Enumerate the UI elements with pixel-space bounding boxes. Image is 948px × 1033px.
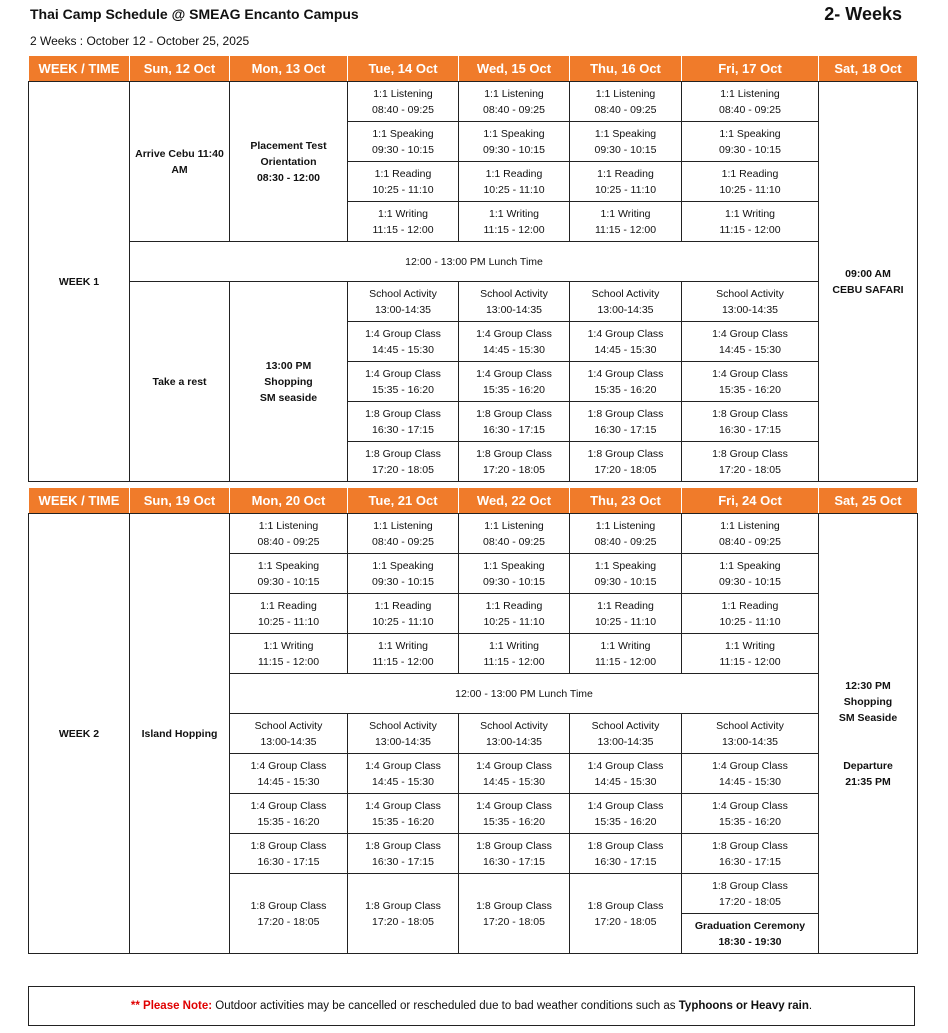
class-cell	[570, 754, 682, 794]
sat-event: 12:30 PM Shopping SM Seaside Departure 21:35 PM	[819, 514, 918, 954]
class-cell	[570, 122, 682, 162]
table-row	[29, 514, 918, 554]
class-cell	[459, 362, 570, 402]
day-header: Sun, 12 Oct	[130, 56, 230, 82]
lunch-cell: 12:00 - 13:00 PM Lunch Time	[130, 242, 819, 282]
mon-afternoon-event: 13:00 PM Shopping SM seaside	[230, 282, 348, 482]
class-name: 1:4 Group Class	[712, 367, 788, 380]
class-cell	[459, 874, 570, 954]
class-cell	[230, 874, 348, 954]
class-name: School Activity	[480, 719, 548, 732]
class-name: 1:1 Reading	[721, 599, 779, 612]
class-time: 10:25 - 11:10	[372, 615, 434, 628]
class-cell	[230, 714, 348, 754]
class-cell	[570, 402, 682, 442]
class-time: 08:40 - 09:25	[257, 535, 320, 548]
class-time: 13:00-14:35	[597, 735, 654, 748]
class-time: 11:15 - 12:00	[372, 223, 434, 236]
class-time: 10:25 - 11:10	[594, 183, 657, 196]
class-name: 1:1 Listening	[373, 87, 433, 100]
class-time: 15:35 - 16:20	[483, 383, 545, 396]
week-label: WEEK 2	[29, 514, 130, 954]
class-time: 16:30 - 17:15	[257, 855, 320, 868]
class-name: 1:8 Group Class	[712, 447, 788, 460]
class-cell	[459, 554, 570, 594]
class-cell	[348, 754, 459, 794]
day-header: Tue, 14 Oct	[348, 56, 459, 82]
day-header: Sun, 19 Oct	[130, 488, 230, 514]
class-time: 15:35 - 16:20	[719, 815, 781, 828]
lunch-cell: 12:00 - 13:00 PM Lunch Time	[230, 674, 819, 714]
class-cell	[348, 874, 459, 954]
class-cell	[459, 442, 570, 482]
class-time: 09:30 - 10:15	[257, 575, 320, 588]
class-name: 1:4 Group Class	[587, 367, 664, 380]
class-time: 16:30 - 17:15	[483, 855, 545, 868]
class-cell	[570, 634, 682, 674]
sun-morning-event: Arrive Cebu 11:40 AM	[130, 82, 230, 242]
class-time: 14:45 - 15:30	[719, 775, 781, 788]
class-time: 09:30 - 10:15	[719, 575, 781, 588]
class-cell	[570, 162, 682, 202]
class-name: School Activity	[591, 719, 660, 732]
class-time: 11:15 - 12:00	[483, 655, 545, 668]
class-cell	[570, 282, 682, 322]
mon-morning-event: Placement Test Orientation 08:30 - 12:00	[230, 82, 348, 242]
class-time: 16:30 - 17:15	[719, 855, 781, 868]
class-time: 17:20 - 18:05	[372, 915, 434, 928]
class-cell	[348, 714, 459, 754]
class-cell	[459, 794, 570, 834]
class-name: 1:1 Listening	[720, 87, 780, 100]
class-time: 11:15 - 12:00	[719, 223, 781, 236]
class-name: 1:1 Reading	[597, 167, 654, 180]
class-name: 1:8 Group Class	[476, 899, 552, 912]
week1-schedule-table	[28, 55, 918, 482]
class-time: 10:25 - 11:10	[719, 183, 781, 196]
page-title: Thai Camp Schedule @ SMEAG Encanto Campus	[30, 6, 359, 22]
class-time: 14:45 - 15:30	[719, 343, 781, 356]
class-name: 1:1 Writing	[489, 207, 539, 220]
class-time: 14:45 - 15:30	[372, 343, 434, 356]
class-time: 11:15 - 12:00	[372, 655, 434, 668]
class-cell	[459, 322, 570, 362]
class-time: 16:30 - 17:15	[483, 423, 545, 436]
class-cell	[348, 122, 459, 162]
class-cell	[682, 794, 819, 834]
class-cell	[570, 202, 682, 242]
class-cell	[348, 82, 459, 122]
class-name: 1:4 Group Class	[587, 759, 664, 772]
class-name: 1:1 Listening	[720, 519, 780, 532]
class-cell	[570, 442, 682, 482]
class-cell	[348, 794, 459, 834]
class-time: 17:20 - 18:05	[257, 915, 320, 928]
class-cell	[348, 554, 459, 594]
class-time: 08:40 - 09:25	[719, 535, 781, 548]
class-name: 1:8 Group Class	[476, 407, 552, 420]
class-time: 10:25 - 11:10	[483, 615, 545, 628]
class-time: 09:30 - 10:15	[719, 143, 781, 156]
class-time: 08:40 - 09:25	[719, 103, 781, 116]
class-cell	[682, 594, 819, 634]
class-name: 1:8 Group Class	[365, 447, 441, 460]
class-name: 1:8 Group Class	[476, 839, 552, 852]
class-time: 14:45 - 15:30	[594, 775, 657, 788]
class-name: 1:4 Group Class	[365, 327, 441, 340]
class-name: School Activity	[591, 287, 660, 300]
note-prefix: ** Please Note:	[130, 1000, 213, 1012]
class-name: 1:1 Writing	[725, 207, 775, 220]
class-cell	[348, 834, 459, 874]
class-time: 13:00-14:35	[374, 303, 432, 316]
class-time: 15:35 - 16:20	[372, 815, 434, 828]
class-cell	[682, 122, 819, 162]
day-header: Mon, 20 Oct	[230, 488, 348, 514]
class-name: 1:4 Group Class	[712, 327, 788, 340]
page-subtitle: 2 Weeks : October 12 - October 25, 2025	[30, 34, 250, 48]
class-time: 14:45 - 15:30	[372, 775, 434, 788]
class-name: 1:1 Writing	[489, 639, 539, 652]
class-cell	[682, 362, 819, 402]
class-name: 1:1 Writing	[600, 639, 651, 652]
class-time: 08:40 - 09:25	[372, 535, 434, 548]
class-name: 1:4 Group Class	[712, 799, 788, 812]
class-name: 1:1 Writing	[378, 207, 428, 220]
class-time: 11:15 - 12:00	[719, 655, 781, 668]
class-time: 10:25 - 11:10	[594, 615, 657, 628]
class-name: 1:8 Group Class	[365, 839, 441, 852]
class-time: 15:35 - 16:20	[372, 383, 434, 396]
day-header: Wed, 15 Oct	[459, 56, 570, 82]
class-time: 08:40 - 09:25	[372, 103, 434, 116]
class-name: 1:8 Group Class	[365, 407, 441, 420]
class-time: 10:25 - 11:10	[483, 183, 545, 196]
class-name: 1:1 Listening	[484, 87, 544, 100]
class-name: School Activity	[716, 287, 784, 300]
class-time: 16:30 - 17:15	[594, 423, 657, 436]
class-time: 08:40 - 09:25	[594, 103, 657, 116]
class-name: Graduation Ceremony	[694, 919, 806, 932]
note-emphasis: Typhoons or Heavy rain	[678, 1000, 809, 1012]
class-time: 13:00-14:35	[485, 735, 543, 748]
class-name: 1:4 Group Class	[365, 759, 441, 772]
class-name: 1:1 Speaking	[483, 559, 545, 572]
class-cell	[459, 714, 570, 754]
day-header: Wed, 22 Oct	[459, 488, 570, 514]
class-name: 1:1 Speaking	[719, 127, 781, 140]
class-cell	[348, 514, 459, 554]
class-time: 10:25 - 11:10	[719, 615, 781, 628]
class-name: 1:8 Group Class	[365, 899, 441, 912]
class-name: 1:8 Group Class	[587, 447, 664, 460]
class-time: 15:35 - 16:20	[594, 815, 657, 828]
class-cell	[348, 442, 459, 482]
class-name: 1:1 Reading	[485, 167, 543, 180]
class-time: 08:40 - 09:25	[483, 103, 545, 116]
class-name: 1:8 Group Class	[476, 447, 552, 460]
class-cell	[570, 594, 682, 634]
week2-schedule-table	[28, 487, 918, 954]
class-cell	[682, 402, 819, 442]
class-time: 17:20 - 18:05	[483, 915, 545, 928]
class-name: 1:1 Listening	[373, 519, 433, 532]
class-cell	[459, 82, 570, 122]
class-cell	[459, 634, 570, 674]
class-name: 1:1 Listening	[258, 519, 319, 532]
class-time: 18:30 - 19:30	[718, 935, 782, 948]
sun-afternoon-event: Take a rest	[130, 282, 230, 482]
class-cell	[348, 202, 459, 242]
class-time: 16:30 - 17:15	[372, 423, 434, 436]
class-name: 1:1 Speaking	[594, 559, 657, 572]
class-name: School Activity	[369, 719, 437, 732]
class-time: 13:00-14:35	[374, 735, 432, 748]
class-time: 16:30 - 17:15	[719, 423, 781, 436]
class-cell	[348, 282, 459, 322]
class-name: 1:1 Reading	[374, 167, 432, 180]
class-cell	[570, 82, 682, 122]
class-cell	[348, 322, 459, 362]
class-name: 1:1 Reading	[374, 599, 432, 612]
class-time: 17:20 - 18:05	[372, 463, 434, 476]
class-time: 13:00-14:35	[485, 303, 543, 316]
class-name: School Activity	[369, 287, 437, 300]
graduation-cell	[682, 914, 819, 954]
class-name: 1:1 Speaking	[372, 127, 434, 140]
class-cell	[570, 362, 682, 402]
class-name: 1:4 Group Class	[587, 327, 664, 340]
class-time: 15:35 - 16:20	[257, 815, 320, 828]
class-cell	[459, 162, 570, 202]
class-cell	[459, 282, 570, 322]
class-cell	[230, 514, 348, 554]
week-label: WEEK 1	[29, 82, 130, 482]
week-time-header: WEEK / TIME	[29, 488, 130, 514]
class-time: 15:35 - 16:20	[719, 383, 781, 396]
class-time: 10:25 - 11:10	[257, 615, 320, 628]
class-time: 09:30 - 10:15	[594, 575, 657, 588]
class-name: 1:1 Listening	[595, 519, 656, 532]
class-cell	[682, 834, 819, 874]
class-name: 1:8 Group Class	[250, 899, 327, 912]
class-name: 1:1 Reading	[721, 167, 779, 180]
week2-header-row	[29, 488, 918, 514]
class-name: 1:4 Group Class	[476, 327, 552, 340]
class-time: 17:20 - 18:05	[594, 915, 657, 928]
class-time: 09:30 - 10:15	[483, 575, 545, 588]
class-name: 1:8 Group Class	[587, 899, 664, 912]
class-time: 13:00-14:35	[260, 735, 317, 748]
class-name: 1:1 Writing	[600, 207, 651, 220]
class-cell	[230, 594, 348, 634]
class-name: 1:8 Group Class	[712, 839, 788, 852]
class-name: 1:1 Speaking	[719, 559, 781, 572]
class-cell	[348, 162, 459, 202]
class-cell	[682, 162, 819, 202]
class-time: 11:15 - 12:00	[594, 655, 657, 668]
table-row	[29, 82, 918, 122]
class-time: 08:40 - 09:25	[483, 535, 545, 548]
class-name: 1:4 Group Class	[250, 759, 327, 772]
class-cell	[570, 794, 682, 834]
class-cell	[682, 322, 819, 362]
class-name: 1:4 Group Class	[250, 799, 327, 812]
note-suffix: .	[808, 1000, 813, 1012]
class-cell	[682, 282, 819, 322]
class-name: 1:4 Group Class	[587, 799, 664, 812]
day-header: Fri, 17 Oct	[682, 56, 819, 82]
class-time: 08:40 - 09:25	[594, 535, 657, 548]
class-cell	[459, 402, 570, 442]
class-cell	[682, 202, 819, 242]
class-name: 1:4 Group Class	[476, 799, 552, 812]
week1-header-row	[29, 56, 918, 82]
class-name: 1:1 Writing	[725, 639, 775, 652]
class-name: 1:1 Speaking	[257, 559, 320, 572]
class-name: 1:4 Group Class	[476, 759, 552, 772]
class-time: 09:30 - 10:15	[372, 143, 434, 156]
class-cell	[348, 362, 459, 402]
class-cell	[682, 754, 819, 794]
day-header: Tue, 21 Oct	[348, 488, 459, 514]
class-time: 14:45 - 15:30	[483, 343, 545, 356]
class-cell	[682, 442, 819, 482]
class-cell	[230, 554, 348, 594]
class-cell	[570, 514, 682, 554]
class-cell	[230, 754, 348, 794]
class-name: 1:8 Group Class	[712, 879, 788, 892]
class-name: 1:1 Reading	[260, 599, 317, 612]
class-cell	[230, 834, 348, 874]
class-time: 14:45 - 15:30	[257, 775, 320, 788]
sat-event: 09:00 AM CEBU SAFARI	[819, 82, 918, 482]
class-time: 16:30 - 17:15	[372, 855, 434, 868]
day-header: Thu, 23 Oct	[570, 488, 682, 514]
class-name: 1:1 Listening	[595, 87, 656, 100]
week1-body	[29, 82, 918, 482]
class-time: 09:30 - 10:15	[483, 143, 545, 156]
class-cell	[459, 202, 570, 242]
class-name: 1:4 Group Class	[712, 759, 788, 772]
class-name: 1:8 Group Class	[250, 839, 327, 852]
class-name: School Activity	[254, 719, 323, 732]
class-name: School Activity	[480, 287, 548, 300]
day-header: Sat, 25 Oct	[819, 488, 918, 514]
class-cell	[682, 714, 819, 754]
class-time: 14:45 - 15:30	[483, 775, 545, 788]
weather-note	[28, 986, 915, 1026]
class-name: 1:4 Group Class	[365, 367, 441, 380]
class-name: School Activity	[716, 719, 784, 732]
duration-badge: 2- Weeks	[824, 4, 902, 24]
class-cell	[459, 594, 570, 634]
day-header: Fri, 24 Oct	[682, 488, 819, 514]
lunch-row	[29, 242, 918, 282]
week2-body	[29, 514, 918, 954]
class-time: 11:15 - 12:00	[257, 655, 320, 668]
class-name: 1:1 Writing	[378, 639, 428, 652]
class-time: 17:20 - 18:05	[483, 463, 545, 476]
day-header: Mon, 13 Oct	[230, 56, 348, 82]
class-name: 1:4 Group Class	[365, 799, 441, 812]
class-name: 1:1 Speaking	[483, 127, 545, 140]
class-cell	[570, 874, 682, 954]
class-name: 1:8 Group Class	[712, 407, 788, 420]
class-cell	[570, 322, 682, 362]
note-text: Outdoor activities may be cancelled or rescheduled due to bad weather conditions such as	[212, 1000, 679, 1012]
class-cell	[570, 554, 682, 594]
class-time: 15:35 - 16:20	[483, 815, 545, 828]
class-name: 1:1 Reading	[597, 599, 654, 612]
class-name: 1:1 Reading	[485, 599, 543, 612]
class-cell	[459, 754, 570, 794]
class-time: 13:00-14:35	[721, 735, 779, 748]
class-cell	[348, 402, 459, 442]
class-time: 15:35 - 16:20	[594, 383, 657, 396]
table-row	[29, 282, 918, 322]
class-name: 1:1 Speaking	[372, 559, 434, 572]
class-time: 09:30 - 10:15	[594, 143, 657, 156]
class-cell	[682, 554, 819, 594]
class-time: 11:15 - 12:00	[483, 223, 545, 236]
class-cell	[682, 82, 819, 122]
class-cell	[682, 634, 819, 674]
class-cell	[459, 122, 570, 162]
class-name: 1:8 Group Class	[587, 407, 664, 420]
class-cell	[230, 634, 348, 674]
class-time: 09:30 - 10:15	[372, 575, 434, 588]
day-header: Thu, 16 Oct	[570, 56, 682, 82]
class-time: 13:00-14:35	[597, 303, 654, 316]
class-cell	[230, 794, 348, 834]
class-cell	[348, 594, 459, 634]
class-cell	[459, 834, 570, 874]
class-cell	[570, 834, 682, 874]
class-cell	[682, 514, 819, 554]
class-time: 16:30 - 17:15	[594, 855, 657, 868]
class-time: 10:25 - 11:10	[372, 183, 434, 196]
day-header: Sat, 18 Oct	[819, 56, 918, 82]
class-time: 11:15 - 12:00	[594, 223, 657, 236]
class-name: 1:8 Group Class	[587, 839, 664, 852]
class-cell	[682, 874, 819, 914]
class-name: 1:1 Listening	[484, 519, 544, 532]
class-cell	[459, 514, 570, 554]
class-name: 1:1 Speaking	[594, 127, 657, 140]
class-time: 14:45 - 15:30	[594, 343, 657, 356]
class-name: 1:4 Group Class	[476, 367, 552, 380]
class-name: 1:1 Writing	[263, 639, 314, 652]
class-time: 13:00-14:35	[721, 303, 779, 316]
week-time-header: WEEK / TIME	[29, 56, 130, 82]
class-cell	[348, 634, 459, 674]
class-time: 17:20 - 18:05	[719, 463, 781, 476]
sun-event: Island Hopping	[130, 514, 230, 954]
class-cell	[570, 714, 682, 754]
class-time: 17:20 - 18:05	[719, 895, 781, 908]
class-time: 17:20 - 18:05	[594, 463, 657, 476]
